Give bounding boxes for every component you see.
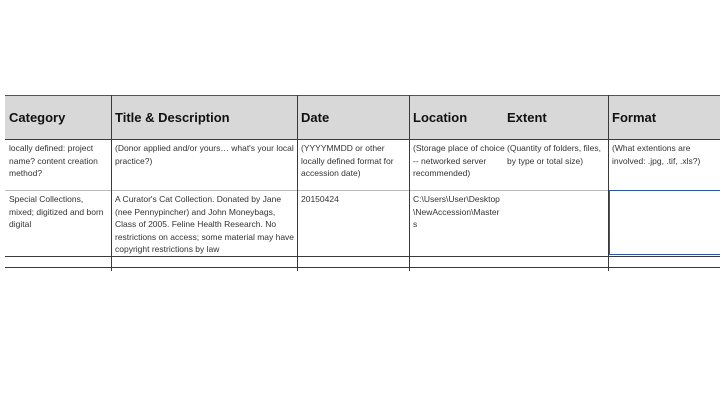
cell-location-value[interactable]: C:\Users\User\Desktop\NewAccession\Masters	[413, 194, 500, 229]
selected-cell-format-value[interactable]	[609, 190, 720, 255]
cell-title-description[interactable]: (Donor applied and/or yours… what's your local practice?)	[115, 143, 294, 166]
column-header-category[interactable]: Category	[9, 110, 66, 125]
cell-category-description[interactable]: locally defined: project name? content creation method?	[9, 143, 98, 178]
cell-extent-description[interactable]: (Quantity of folders, files, by type or total size)	[507, 143, 602, 166]
cell-date-description[interactable]: (YYYYMMDD or other locally defined format for accession date)	[301, 143, 394, 178]
grid-line	[5, 267, 720, 268]
column-header-title-description[interactable]: Title & Description	[115, 110, 230, 125]
cell-format-description[interactable]: (What extentions are involved: .jpg, .tif, .xls?)	[612, 143, 701, 166]
cell-title-value[interactable]: A Curator's Cat Collection. Donated by Jane (nee Pennypincher) and John Moneybags, Class of 2005. Feline Health Research. No restrictions on access; some material may have copyright restrictions by law	[115, 194, 295, 254]
cell-category-value[interactable]: Special Collections, mixed; digitized and born digital	[9, 194, 104, 229]
column-header-format[interactable]: Format	[612, 110, 657, 125]
grid-line	[111, 95, 112, 271]
column-header-extent[interactable]: Extent	[507, 110, 547, 125]
grid-line	[5, 95, 720, 96]
cell-location-description[interactable]: (Storage place of choice -- networked server recommended)	[413, 143, 505, 178]
grid-line	[297, 95, 298, 271]
column-header-date[interactable]: Date	[301, 110, 330, 125]
grid-line	[409, 95, 410, 271]
cell-date-value[interactable]: 20150424	[301, 194, 339, 204]
grid-line	[5, 256, 720, 257]
grid-line	[5, 139, 720, 140]
column-header-location[interactable]: Location	[413, 110, 468, 125]
